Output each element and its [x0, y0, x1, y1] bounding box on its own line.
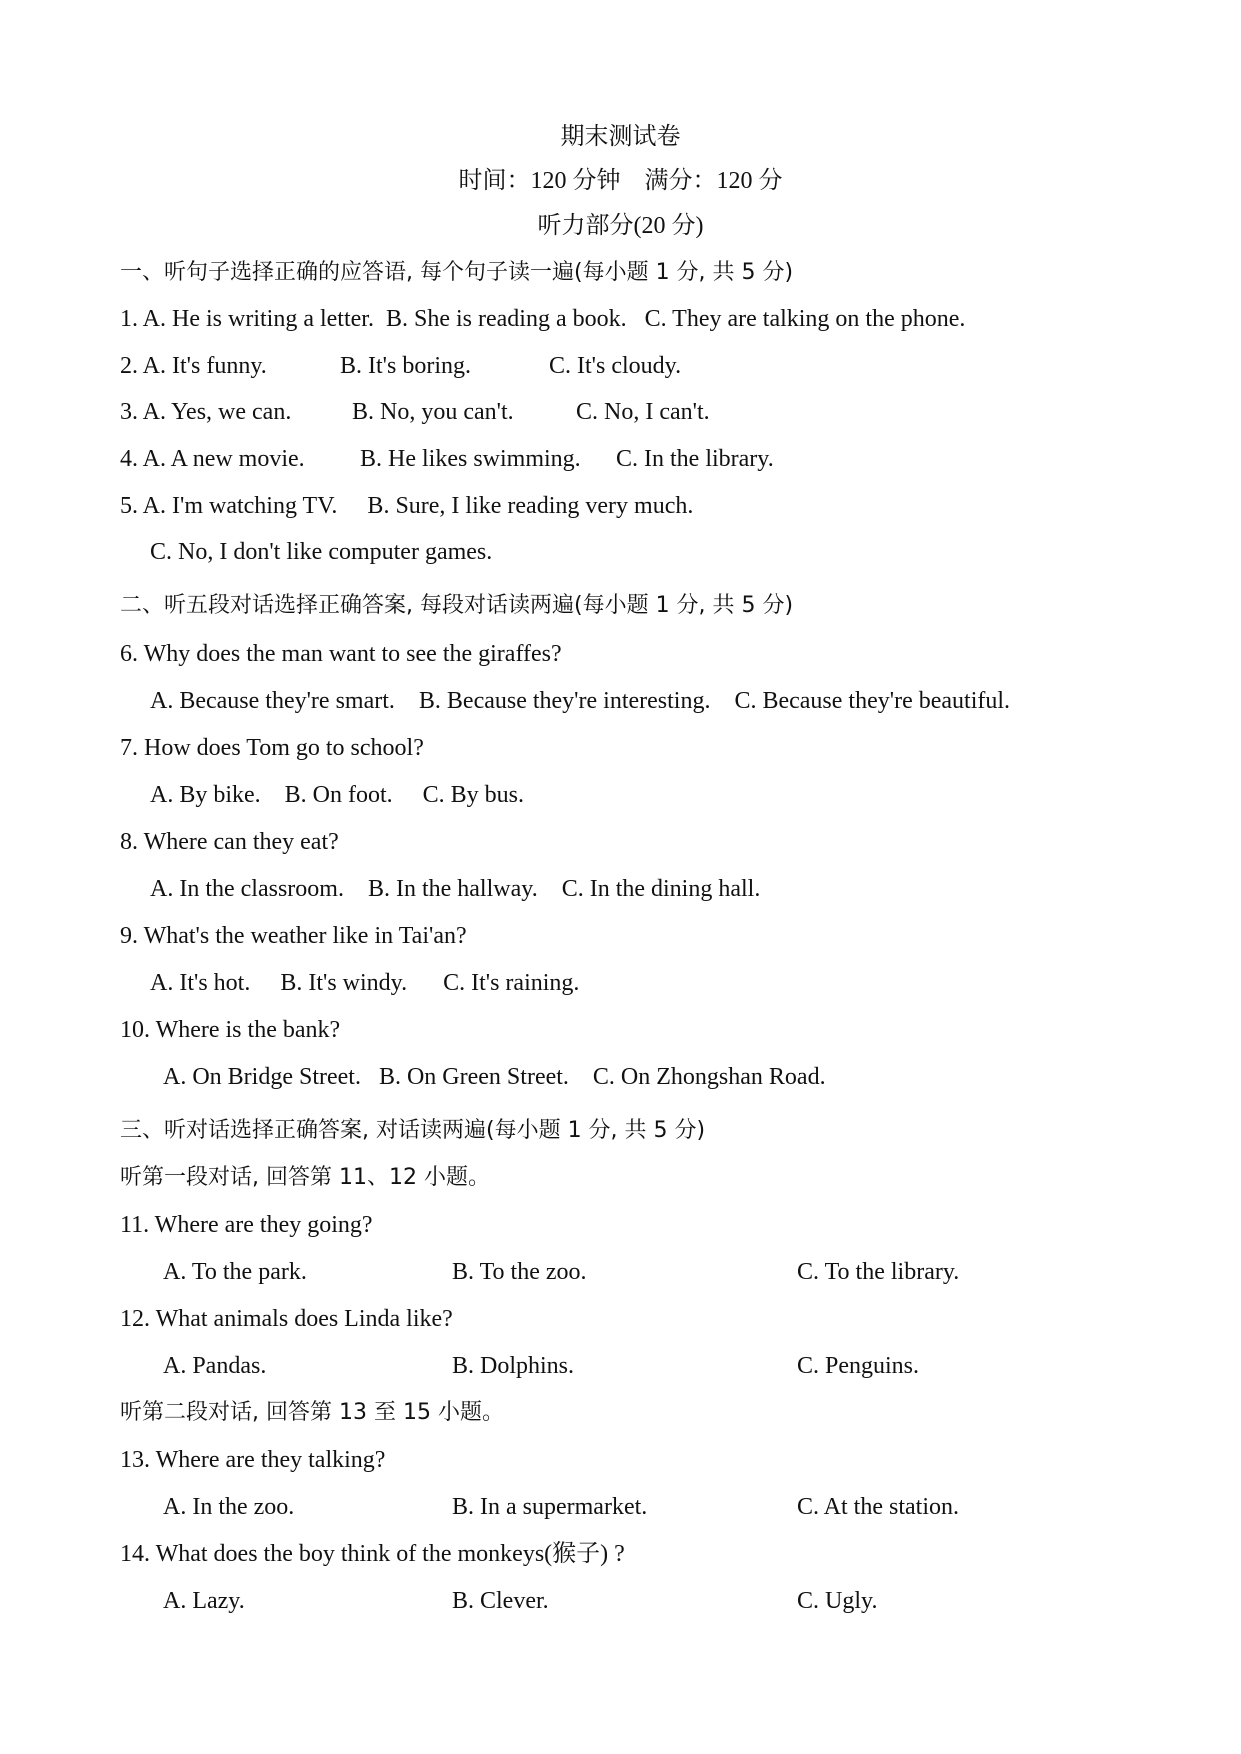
question-4-option-b: B. He likes swimming. [360, 446, 581, 472]
question-10-options: A. On Bridge Street. B. On Green Street. C. On Zhongshan Road. [163, 1064, 826, 1090]
question-3-option-c: C. No, I can't. [576, 399, 710, 425]
question-14-option-b: B. Clever. [452, 1588, 549, 1614]
question-14-stem: 14. What does the boy think of the monkeys(猴子) ? [120, 1541, 625, 1567]
question-1: 1. A. He is writing a letter. B. She is reading a book. C. They are talking on the phone. [120, 306, 966, 332]
question-2-option-a: 2. A. It's funny. [120, 353, 267, 379]
question-14-option-a: A. Lazy. [163, 1588, 245, 1614]
question-11-option-b: B. To the zoo. [452, 1259, 587, 1285]
question-11-option-c: C. To the library. [797, 1259, 960, 1285]
question-12-option-b: B. Dolphins. [452, 1353, 575, 1379]
time-info: 时间：120 分钟 满分：120 分 [458, 168, 783, 194]
dialog-2-instruction: 听第二段对话, 回答第 13 至 15 小题。 [120, 1400, 504, 1425]
question-12-stem: 12. What animals does Linda like? [120, 1306, 453, 1332]
section-3-heading: 三、听对话选择正确答案, 对话读两遍(每小题 1 分, 共 5 分) [120, 1118, 706, 1143]
question-13-option-a: A. In the zoo. [163, 1494, 295, 1520]
question-13-stem: 13. Where are they talking? [120, 1447, 386, 1473]
section-2-heading: 二、听五段对话选择正确答案, 每段对话读两遍(每小题 1 分, 共 5 分) [120, 593, 794, 618]
question-7-stem: 7. How does Tom go to school? [120, 735, 424, 761]
question-11-option-a: A. To the park. [163, 1259, 307, 1285]
question-4-option-a: 4. A. A new movie. [120, 446, 305, 472]
part-heading: 听力部分(20 分) [537, 213, 704, 239]
question-6-stem: 6. Why does the man want to see the giraffes? [120, 641, 562, 667]
question-13-option-c: C. At the station. [797, 1494, 959, 1520]
exam-title: 期末测试卷 [560, 124, 681, 150]
question-3-option-a: 3. A. Yes, we can. [120, 399, 292, 425]
question-2-option-c: C. It's cloudy. [549, 353, 682, 379]
question-13-option-b: B. In a supermarket. [452, 1494, 648, 1520]
question-3-option-b: B. No, you can't. [352, 399, 514, 425]
question-5-option-c: C. No, I don't like computer games. [150, 539, 493, 565]
question-11-stem: 11. Where are they going? [120, 1212, 373, 1238]
question-4-option-c: C. In the library. [616, 446, 774, 472]
question-7-options: A. By bike. B. On foot. C. By bus. [150, 782, 525, 808]
question-5-options-ab: 5. A. I'm watching TV. B. Sure, I like reading very much. [120, 493, 694, 519]
question-9-stem: 9. What's the weather like in Tai'an? [120, 923, 467, 949]
question-10-stem: 10. Where is the bank? [120, 1017, 341, 1043]
question-6-options: A. Because they're smart. B. Because they're interesting. C. Because they're beautiful. [150, 688, 1011, 714]
question-14-option-c: C. Ugly. [797, 1588, 878, 1614]
question-9-options: A. It's hot. B. It's windy. C. It's raining. [150, 970, 580, 996]
question-2-option-b: B. It's boring. [340, 353, 471, 379]
question-8-options: A. In the classroom. B. In the hallway. C. In the dining hall. [150, 876, 761, 902]
section-1-heading: 一、听句子选择正确的应答语, 每个句子读一遍(每小题 1 分, 共 5 分) [120, 260, 794, 285]
question-12-option-c: C. Penguins. [797, 1353, 920, 1379]
dialog-1-instruction: 听第一段对话, 回答第 11、12 小题。 [120, 1165, 490, 1190]
question-12-option-a: A. Pandas. [163, 1353, 267, 1379]
question-8-stem: 8. Where can they eat? [120, 829, 339, 855]
